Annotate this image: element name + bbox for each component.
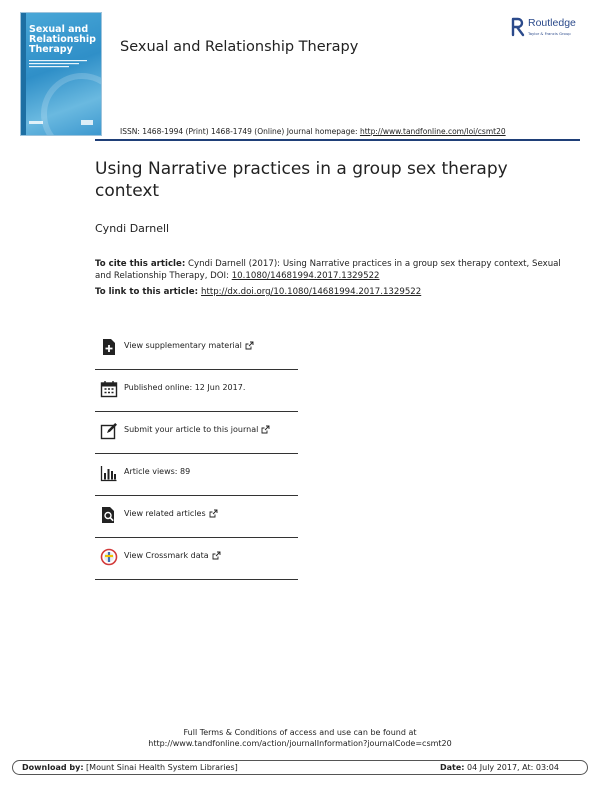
supplementary-link[interactable] bbox=[124, 341, 254, 350]
download-date-value: 04 July 2017, At: 03:04 bbox=[464, 763, 559, 772]
crossmark-link[interactable] bbox=[124, 551, 221, 560]
row-supplementary[interactable] bbox=[95, 328, 298, 370]
submit-label: Submit your article to this journal bbox=[124, 425, 259, 434]
article-author: Cyndi Darnell bbox=[95, 222, 170, 235]
issn-text: ISSN: 1468-1994 (Print) 1468-1749 (Online) Journal homepage: bbox=[120, 127, 360, 136]
related-articles-search-icon bbox=[100, 506, 118, 524]
external-link-icon bbox=[261, 425, 270, 434]
header-divider bbox=[95, 139, 580, 141]
cover-footer-marks bbox=[29, 120, 95, 127]
related-articles-link[interactable] bbox=[124, 509, 218, 518]
row-submit[interactable] bbox=[95, 412, 298, 454]
supplementary-label: View supplementary material bbox=[124, 341, 242, 350]
article-info-list bbox=[95, 328, 298, 580]
cover-stripe bbox=[21, 13, 26, 135]
article-link-line bbox=[95, 287, 421, 297]
publisher-tagline: Taylor & Francis Group bbox=[528, 31, 571, 36]
article-link-label: To link to this article: bbox=[95, 287, 202, 297]
external-link-icon bbox=[212, 551, 221, 560]
issn-line bbox=[120, 127, 506, 136]
calendar-icon bbox=[100, 380, 118, 398]
doi-link[interactable]: 10.1080/14681994.2017.1329522 bbox=[231, 271, 380, 281]
citation-block bbox=[95, 258, 565, 282]
journal-name: Sexual and Relationship Therapy bbox=[120, 39, 359, 55]
row-related[interactable] bbox=[95, 496, 298, 538]
row-published bbox=[95, 370, 298, 412]
downloaded-by-value: [Mount Sinai Health System Libraries] bbox=[83, 763, 238, 772]
journal-homepage-link[interactable]: http://www.tandfonline.com/loi/csmt20 bbox=[359, 127, 506, 136]
download-date-label: Date: bbox=[440, 763, 465, 772]
external-link-icon bbox=[209, 509, 218, 518]
cover-subtitle-lines-graphic bbox=[29, 59, 89, 69]
citation-text: Cyndi Darnell (2017): Using Narrative practices in a group sex therapy context, Sexual and Relationship Therapy, DOI: bbox=[95, 259, 561, 281]
article-link-url[interactable]: http://dx.doi.org/10.1080/14681994.2017.1329522 bbox=[201, 287, 422, 297]
supplementary-file-icon bbox=[100, 338, 118, 356]
article-title: Using Narrative practices in a group sex therapy context bbox=[95, 159, 508, 201]
row-crossmark[interactable] bbox=[95, 538, 298, 580]
cover-title: Sexual and Relationship Therapy bbox=[29, 24, 96, 55]
published-date: Published online: 12 Jun 2017. bbox=[124, 383, 246, 392]
downloaded-by-label: Download by: bbox=[22, 763, 84, 772]
article-views: Article views: 89 bbox=[124, 467, 191, 476]
publisher-name: Routledge bbox=[528, 17, 576, 29]
row-views bbox=[95, 454, 298, 496]
cover-footer-graphic bbox=[29, 120, 95, 126]
submit-article-link[interactable] bbox=[124, 425, 270, 434]
crossmark-icon bbox=[100, 548, 118, 566]
routledge-logo-icon bbox=[510, 17, 526, 37]
external-link-icon bbox=[245, 341, 254, 350]
terms-notice bbox=[0, 727, 600, 749]
terms-url[interactable]: http://www.tandfonline.com/action/journalInformation?journalCode=csmt20 bbox=[148, 739, 452, 748]
download-date bbox=[440, 763, 559, 772]
edit-pencil-icon bbox=[100, 422, 118, 440]
terms-line: Full Terms & Conditions of access and use can be found at bbox=[183, 728, 417, 737]
journal-cover-image[interactable] bbox=[20, 12, 102, 136]
cover-subtitle-lines bbox=[29, 59, 95, 70]
crossmark-label: View Crossmark data bbox=[124, 551, 209, 560]
downloaded-by bbox=[22, 763, 238, 772]
related-label: View related articles bbox=[124, 509, 206, 518]
citation-label: To cite this article: bbox=[95, 259, 186, 269]
bar-chart-icon bbox=[100, 464, 118, 482]
